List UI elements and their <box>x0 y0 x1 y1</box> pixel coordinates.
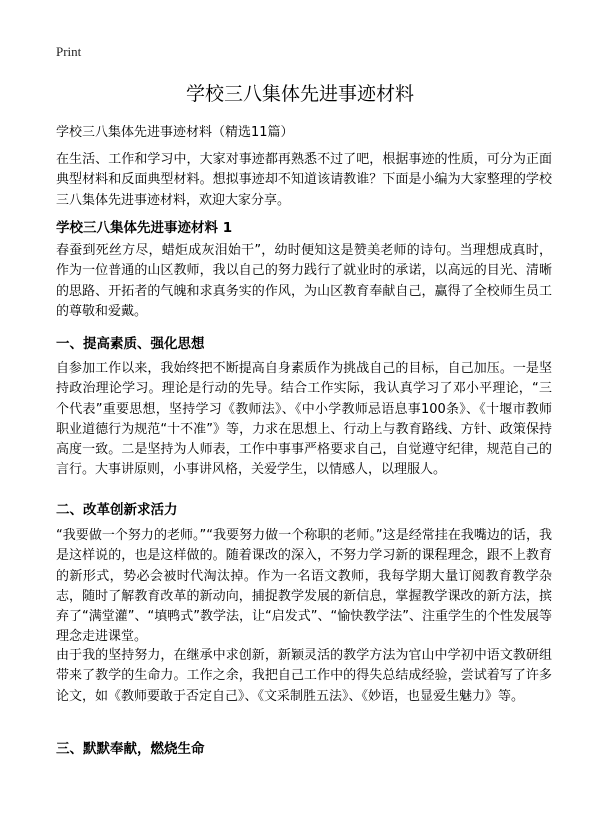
section-paragraph: 春蚕到死丝方尽，蜡炬成灰泪始干”，幼时便知这是赞美老师的诗句。当理想成真时，作为一位普通的山区教师，我以自己的努力践行了就业时的承诺，以高远的目光、清晰的思路、开拓者的气魄和求真务实的作风，为山区教育奉献自己，赢得了全校师生员工的尊敬和爱戴。 <box>56 243 552 319</box>
print-label: Print <box>56 44 82 59</box>
section-heading: 学校三八集体先进事迹材料 1 <box>56 220 233 236</box>
subsection-paragraph-2a: “我要做一个努力的老师。”“我要努力做一个称职的老师。”这是经常挂在我嘴边的话，我是这样说的，也是这样做的。随着课改的深入，不努力学习新的课程理念，跟不上教育的新形式，势必会被时代淘汰掉。作为一名语文教师，我每学期大量订阅教育教学杂志，随时了解教育改革的新动向，捕捉教学发展的新信息，掌握教学课改的新方法，摈弃了“满堂灌”、“填鸭式”教学法，让“启发式”、“愉快教学法”、注重学生的个性发展等理念走进课堂。 <box>56 528 552 645</box>
subsection-paragraph-1: 自参加工作以来，我始终把不断提高自身素质作为挑战自己的目标，自己加压。一是坚持政治理论学习。理论是行动的先导。结合工作实际，我认真学习了邓小平理论，“三个代表”重要思想，坚持学习《教师法》、《中小学教师忌语息事100条》、《十堰市教师职业道德行为规范“十不准”》等，力求在思想上、行动上与教育路线、方针、政策保持高度一致。二是坚持为人师表，工作中事事严格要求自己，自觉遵守纪律，规范自己的言行。大事讲原则，小事讲风格，关爱学生，以情感人，以理服人。 <box>56 361 552 478</box>
subsection-heading-1: 一、提高素质、强化思想 <box>56 336 205 352</box>
intro-paragraph: 在生活、工作和学习中，大家对事迹都再熟悉不过了吧，根据事迹的性质，可分为正面典型材料和反面典型材料。想拟事迹却不知道该请教谁？下面是小编为大家整理的学校三八集体先进事迹材料，欢迎大家分享。 <box>56 152 552 208</box>
subsection-heading-2: 二、改革创新求活力 <box>56 502 178 518</box>
document-subtitle: 学校三八集体先进事迹材料（精选11篇） <box>56 125 294 140</box>
page-title: 学校三八集体先进事迹材料 <box>185 83 414 105</box>
subsection-heading-3: 三、默默奉献，燃烧生命 <box>56 741 205 757</box>
subsection-paragraph-2b: 由于我的坚持努力，在继承中求创新，新颖灵活的教学方法为官山中学初中语文教研组带来了教学的生命力。工作之余，我把自己工作中的得失总结成经验，尝试着写了许多论文，如《教师要敢于否定自己》、《文采制胜五法》、《妙语，也显爱生魅力》等。 <box>56 648 552 704</box>
